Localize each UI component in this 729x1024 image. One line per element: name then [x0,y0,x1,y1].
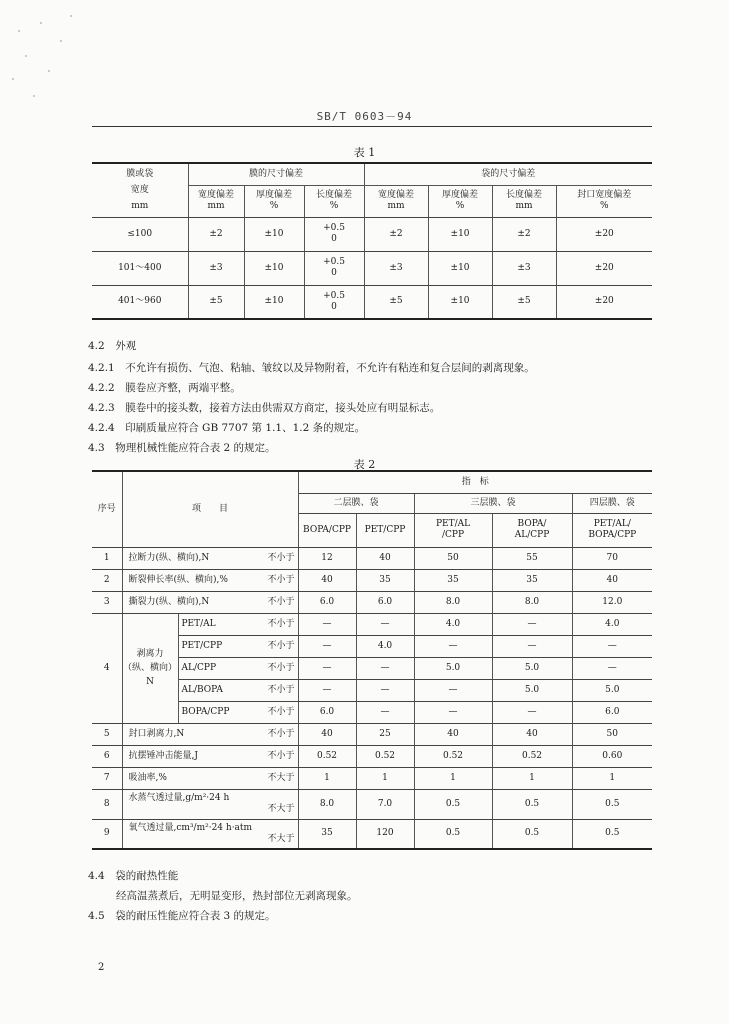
clause-4-2-2: 4.2.2 膜卷应齐整，两端平整。 [88,382,241,394]
clause-4-4-text: 经高温蒸煮后，无明显变形，热封部位无剥离现象。 [116,890,358,902]
t2-row: AL/CPP 不小于 — — 5.0 5.0 — [92,657,652,679]
t2-row: 5 封口剥离力,N 不小于 40 25 40 40 50 [92,723,652,745]
t2-row: 8 水蒸气透过量,g/m²·24 h 不大于 8.0 7.0 0.5 0.5 0.5 [92,789,652,819]
t1-subheader: 长度偏差 mm [492,185,556,217]
t2-row: 4 剥离力 （纵、横向） N PET/AL 不小于 — — 4.0 — 4.0 [92,613,652,635]
t1-row: 401～960 ±5 ±10 +0.5 0 ±5 ±10 ±5 ±20 [92,285,652,319]
table1-caption: 表 1 [353,146,376,159]
t1-range-header: 膜或袋 宽度 mm [92,163,188,217]
t1-bag-group-header: 袋的尺寸偏差 [364,163,652,185]
t1-subheader: 封口宽度偏差 % [556,185,652,217]
t2-sub-header: PET/AL /CPP [414,513,492,547]
t1-subheader: 厚度偏差 % [244,185,304,217]
t2-row: PET/CPP 不小于 — 4.0 — — — [92,635,652,657]
t2-row: AL/BOPA 不小于 — — — 5.0 5.0 [92,679,652,701]
t1-subheader: 厚度偏差 % [428,185,492,217]
t1-row: 101～400 ±3 ±10 +0.5 0 ±3 ±10 ±3 ±20 [92,251,652,285]
table1 [92,162,652,320]
t2-row: 9 氧气透过量,cm³/m²·24 h·atm 不大于 35 120 0.5 0.5 0.5 [92,819,652,849]
clause-4-2-4: 4.2.4 印刷质量应符合 GB 7707 第 1.1、1.2 条的规定。 [88,422,366,434]
t2-sub-header: PET/CPP [356,513,414,547]
t2-row: 7 吸油率,% 不大于 1 1 1 1 1 [92,767,652,789]
t1-subheader: 长度偏差 % [304,185,364,217]
clause-4-5: 4.5 袋的耐压性能应符合表 3 的规定。 [88,910,276,922]
clause-4-3: 4.3 物理机械性能应符合表 2 的规定。 [88,442,276,454]
t2-row: 6 抗摆锤冲击能量,J 不小于 0.52 0.52 0.52 0.52 0.60 [92,745,652,767]
t2-item-header: 项 目 [122,471,298,547]
t1-subheader: 宽度偏差 mm [188,185,244,217]
t2-three-layer-header: 三层膜、袋 [414,493,572,513]
page-number: 2 [98,962,105,973]
t2-no-header: 序号 [92,471,122,547]
t2-sub-header: BOPA/CPP [298,513,356,547]
table2-caption: 表 2 [353,458,376,471]
header-rule [92,126,652,127]
t2-two-layer-header: 二层膜、袋 [298,493,414,513]
t2-sub-header: PET/AL/ BOPA/CPP [572,513,652,547]
clause-4-2-1: 4.2.1 不允许有损伤、气泡、粘轴、皱纹以及异物附着，不允许有粘连和复合层间的剥离现象。 [88,362,535,374]
t2-four-layer-header: 四层膜、袋 [572,493,652,513]
t2-row: BOPA/CPP 不小于 6.0 — — — 6.0 [92,701,652,723]
t1-film-group-header: 膜的尺寸偏差 [188,163,364,185]
clause-4-2-3: 4.2.3 膜卷中的接头数，接着方法由供需双方商定，接头处应有明显标志。 [88,402,441,414]
t2-peel-label: 剥离力 （纵、横向） N [122,613,178,723]
section-4-2-heading: 4.2 外观 [88,340,137,352]
t2-row: 1 拉断力(纵、横向),N 不小于 12 40 50 55 70 [92,547,652,569]
t1-row: ≤100 ±2 ±10 +0.5 0 ±2 ±10 ±2 ±20 [92,217,652,251]
t2-index-header: 指 标 [298,471,652,493]
t2-row: 2 断裂伸长率(纵、横向),% 不小于 40 35 35 35 40 [92,569,652,591]
table2 [92,470,652,850]
document-header: SB/T 0603－94 [316,110,413,123]
t2-row: 3 撕裂力(纵、横向),N 不小于 6.0 6.0 8.0 8.0 12.0 [92,591,652,613]
t2-sub-header: BOPA/ AL/CPP [492,513,572,547]
section-4-4-heading: 4.4 袋的耐热性能 [88,870,179,882]
t1-subheader: 宽度偏差 mm [364,185,428,217]
